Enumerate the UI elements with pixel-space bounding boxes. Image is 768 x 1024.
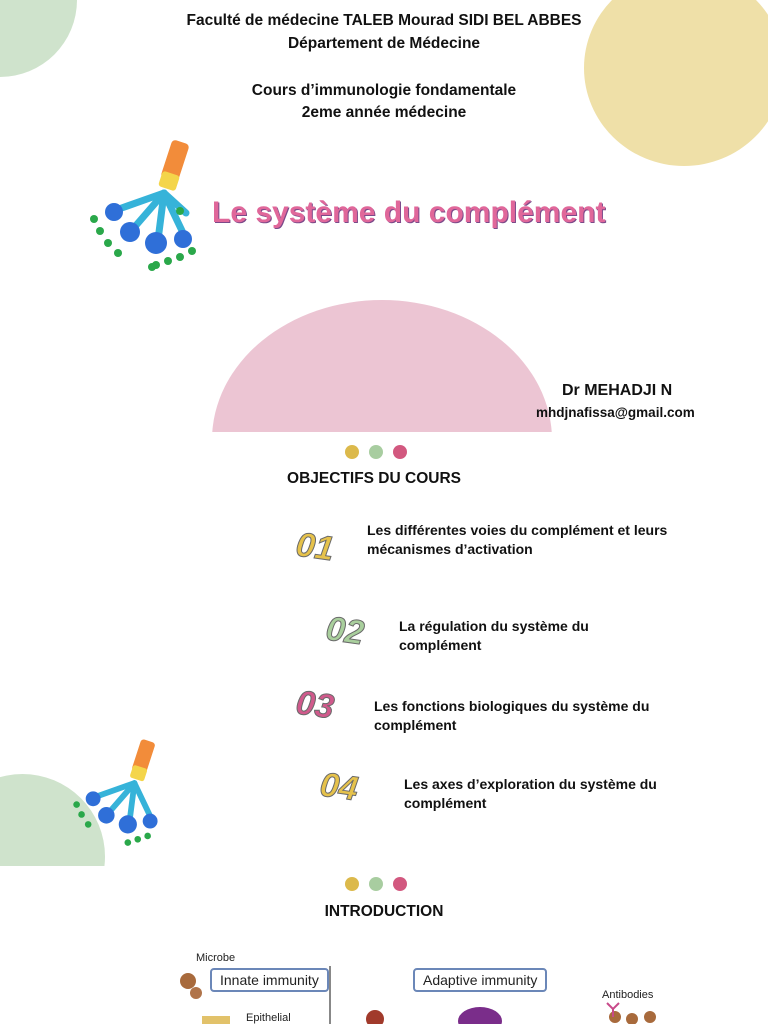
objective-text-1: Les différentes voies du complément et leurs mécanismes d’activation xyxy=(367,522,668,557)
dot-yellow xyxy=(345,445,359,459)
adaptive-immunity-box: Adaptive immunity xyxy=(413,968,547,992)
author-name: Dr MEHADJI N xyxy=(562,382,673,399)
dot-yellow xyxy=(345,877,359,891)
antibodies-label: Antibodies xyxy=(602,989,654,1001)
slide-dots xyxy=(345,877,407,891)
objectives-slide xyxy=(0,432,768,866)
section-title: OBJECTIFS DU COURS xyxy=(287,470,461,487)
author-email: mhdjnafissa@gmail.com xyxy=(536,405,695,420)
complement-molecule-illustration xyxy=(86,135,201,275)
cell-icon xyxy=(366,1010,384,1024)
objective-number-3: 03 xyxy=(293,683,337,727)
faculty-name: Faculté de médecine TALEB Mourad SIDI BEL ABBES xyxy=(186,12,582,29)
microbe-icon xyxy=(180,973,196,989)
epithelial-label: Epithelial xyxy=(246,1012,291,1024)
slide-dots xyxy=(345,445,407,459)
objective-number-1: 01 xyxy=(293,525,337,569)
department-name: Département de Médecine xyxy=(287,35,481,52)
lymphocyte-icon xyxy=(458,1007,502,1024)
objective-text-2: La régulation du système du complément xyxy=(399,618,589,653)
dot-pink xyxy=(393,877,407,891)
dot-green xyxy=(369,877,383,891)
slide-title: Le système du complément xyxy=(212,196,606,229)
introduction-slide xyxy=(0,866,768,1024)
objective-text-4: Les axes d’exploration du système du complément xyxy=(404,776,657,811)
pink-semicircle-decoration xyxy=(212,300,552,432)
objective-number-4: 04 xyxy=(317,765,361,809)
dot-green xyxy=(369,445,383,459)
antibody-cluster-icon xyxy=(609,1011,656,1024)
complement-molecule-illustration xyxy=(70,734,165,852)
objective-number-2: 02 xyxy=(323,609,367,653)
course-name: Cours d’immunologie fondamentale xyxy=(251,82,517,99)
title-slide xyxy=(0,0,768,432)
objective-text-3: Les fonctions biologiques du système du complément xyxy=(374,698,650,733)
course-year: 2eme année médecine xyxy=(301,104,467,121)
section-title: INTRODUCTION xyxy=(324,903,444,920)
immunity-diagram-icons xyxy=(170,961,680,1024)
microbe-label: Microbe xyxy=(196,952,236,964)
dot-pink xyxy=(393,445,407,459)
innate-immunity-box: Innate immunity xyxy=(210,968,329,992)
